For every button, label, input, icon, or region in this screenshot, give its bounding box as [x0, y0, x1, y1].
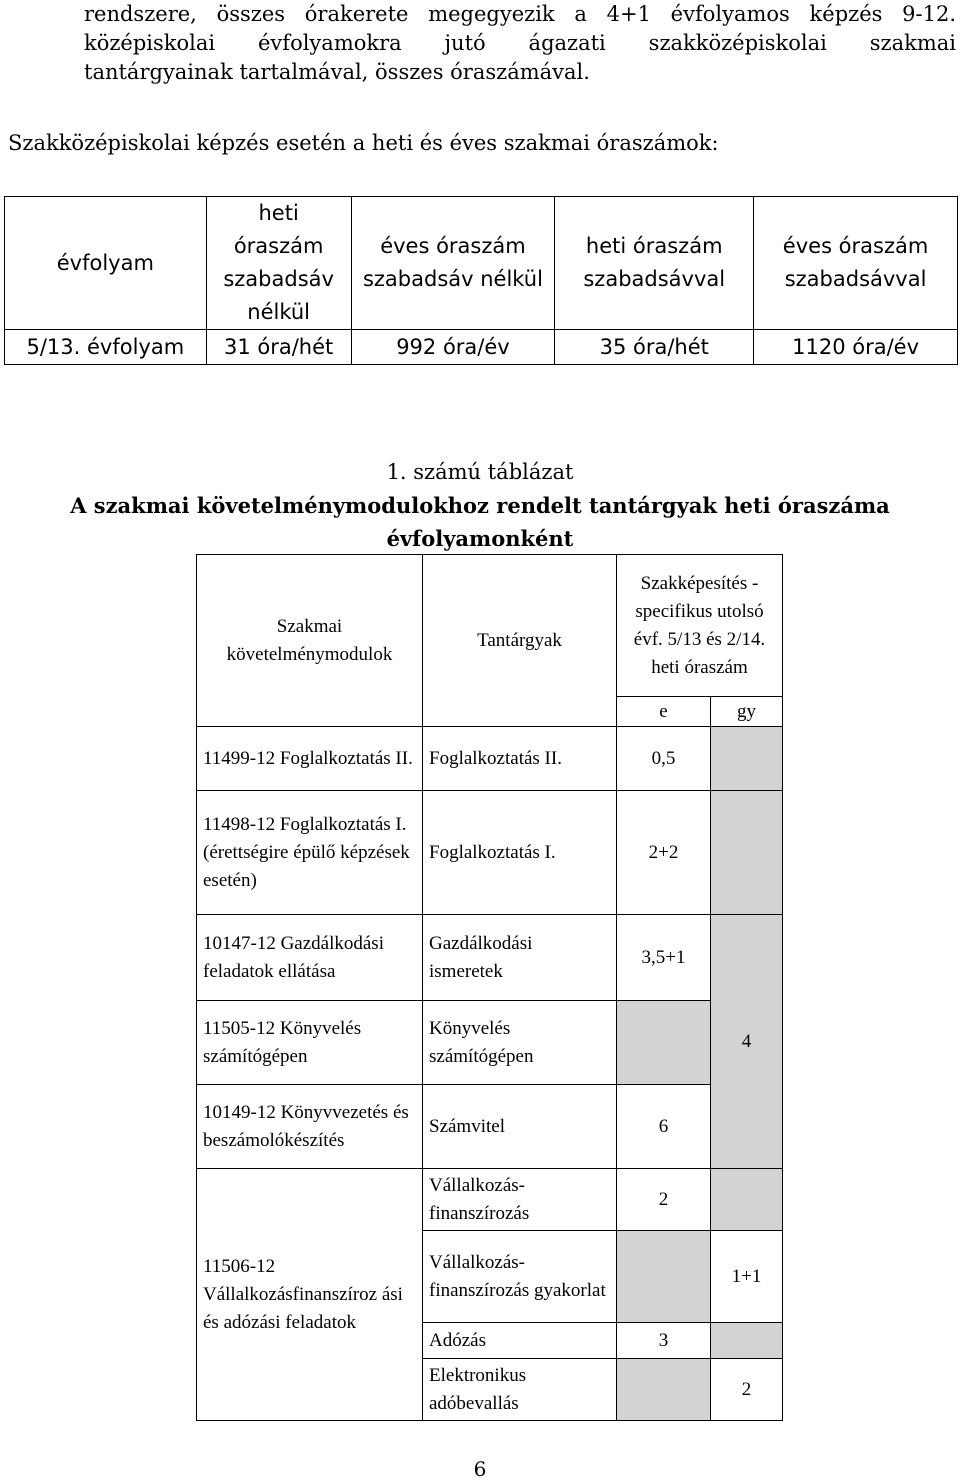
module-cell: 11498-12 Foglalkoztatás I. (érettségire épülő képzések esetén) [197, 791, 423, 915]
subject-cell: Adózás [423, 1323, 617, 1359]
hours-header-yearly-free: éves óraszám szabadsávval [754, 197, 958, 330]
header-specific-hours: Szakképesítés -specifikus utolsó évf. 5/13 és 2/14. heti óraszám [617, 555, 783, 697]
table-row [197, 1001, 783, 1085]
hours-table-header [5, 197, 958, 330]
table-row [197, 1169, 783, 1231]
table-row [197, 915, 783, 1001]
hours-header-year: évfolyam [5, 197, 207, 330]
table-row [197, 1085, 783, 1169]
e-cell [617, 1001, 711, 1085]
header-subjects: Tantárgyak [423, 555, 617, 727]
table-title-line-1: A szakmai követelménymodulokhoz rendelt tantárgyak heti óraszáma [70, 493, 890, 518]
gy-cell [711, 791, 783, 915]
subject-cell: Vállalkozás-finanszírozás gyakorlat [423, 1231, 617, 1323]
intro-paragraph [84, 0, 956, 87]
table-title-line-2: évfolyamonként [386, 526, 574, 551]
hours-table [4, 196, 958, 365]
gy-cell [711, 1169, 783, 1231]
module-cell: 11505-12 Könyvelés számítógépen [197, 1001, 423, 1085]
e-cell: 3 [617, 1323, 711, 1359]
subject-cell: Számvitel [423, 1085, 617, 1169]
table-row [5, 330, 958, 365]
gy-cell: 2 [711, 1359, 783, 1421]
hours-header-weekly-no-free: heti óraszám szabadsáv nélkül [206, 197, 351, 330]
module-cell: 11499-12 Foglalkoztatás II. [197, 727, 423, 791]
header-e: e [617, 697, 711, 727]
paragraph-line-3: tantárgyainak tartalmával, összes óraszámával. [84, 60, 590, 84]
e-cell: 2+2 [617, 791, 711, 915]
hours-cell-yearly-no-free: 992 óra/év [351, 330, 555, 365]
header-gy: gy [711, 697, 783, 727]
subject-cell: Foglalkoztatás II. [423, 727, 617, 791]
gy-cell [711, 1323, 783, 1359]
subject-cell: Vállalkozás-finanszírozás [423, 1169, 617, 1231]
module-cell: 10149-12 Könyvvezetés és beszámolókészítés [197, 1085, 423, 1169]
hours-header-yearly-no-free: éves óraszám szabadsáv nélkül [351, 197, 555, 330]
table-row [197, 791, 783, 915]
e-cell [617, 1359, 711, 1421]
modules-table [196, 554, 783, 1421]
table-number: 1. számú táblázat [386, 460, 574, 484]
subject-cell: Foglalkoztatás I. [423, 791, 617, 915]
subject-cell: Elektronikus adóbevallás [423, 1359, 617, 1421]
hours-cell-year: 5/13. évfolyam [5, 330, 207, 365]
e-cell: 6 [617, 1085, 711, 1169]
paragraph-line-1: rendszere, összes órakerete megegyezik a 4+1 évfolyamos képzés 9-12. [84, 2, 956, 26]
e-cell: 0,5 [617, 727, 711, 791]
hours-header-weekly-free: heti óraszám szabadsávval [555, 197, 754, 330]
gy-cell: 4 [711, 915, 783, 1169]
gy-cell: 1+1 [711, 1231, 783, 1323]
subject-cell: Könyvelés számítógépen [423, 1001, 617, 1085]
hours-cell-weekly-no-free: 31 óra/hét [206, 330, 351, 365]
subject-cell: Gazdálkodási ismeretek [423, 915, 617, 1001]
paragraph-line-2: középiskolai évfolyamokra jutó ágazati szakközépiskolai szakmai [84, 31, 956, 55]
table-row [197, 727, 783, 791]
hours-intro-text: Szakközépiskolai képzés esetén a heti és éves szakmai óraszámok: [8, 131, 719, 155]
e-cell: 3,5+1 [617, 915, 711, 1001]
e-cell [617, 1231, 711, 1323]
page-number: 6 [473, 1457, 487, 1481]
hours-cell-weekly-free: 35 óra/hét [555, 330, 754, 365]
e-cell: 2 [617, 1169, 711, 1231]
gy-cell [711, 727, 783, 791]
modules-table-header [197, 555, 783, 697]
hours-cell-yearly-free: 1120 óra/év [754, 330, 958, 365]
module-cell: 11506-12 Vállalkozásfinanszíroz ási és adózási feladatok [197, 1169, 423, 1421]
header-modules: Szakmai követelménymodulok [197, 555, 423, 727]
module-cell: 10147-12 Gazdálkodási feladatok ellátása [197, 915, 423, 1001]
